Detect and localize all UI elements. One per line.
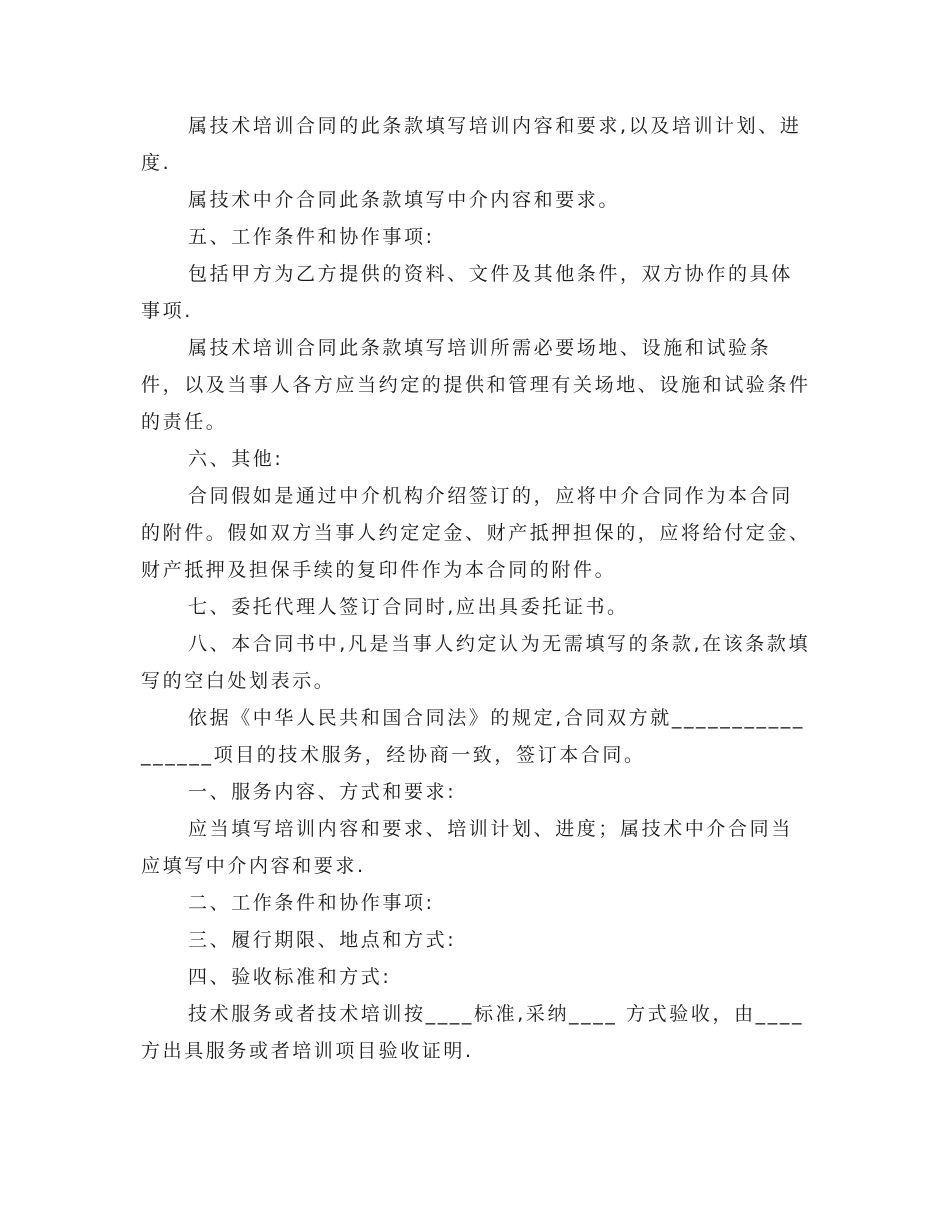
paragraph-agency-terms: 属技术中介合同此条款填写中介内容和要求。 <box>188 189 621 211</box>
heading-work-conditions: 五、工作条件和协作事项: <box>188 226 435 248</box>
paragraph-training-facilities: 属技术培训合同此条款填写培训所需必要场地、设施和试验条件，以及当事人各方应当约定的提供和管理有关场地、设施和试验条件的责任。 <box>141 337 811 433</box>
heading-other: 六、其他: <box>188 448 284 470</box>
paragraph-blank-clauses: 八、本合同书中,凡是当事人约定认为无需填写的条款,在该条款填写的空白处划表示。 <box>141 633 811 692</box>
paragraph-acceptance-method: 技术服务或者技术培训按____标准,采纳____ 方式验收，由____方出具服务或者培训项目验收证明. <box>141 1003 805 1062</box>
paragraph-materials-provided: 包括甲方为乙方提供的资料、文件及其他条件，双方协作的具体事项. <box>141 263 793 322</box>
paragraph-agent-certificate: 七、委托代理人签订合同时,应出具委托证书。 <box>188 596 629 618</box>
heading-service-content: 一、服务内容、方式和要求: <box>188 781 457 803</box>
heading-work-conditions-2: 二、工作条件和协作事项: <box>188 892 435 914</box>
document-body <box>141 108 811 1070</box>
heading-acceptance-standards: 四、验收标准和方式: <box>188 966 392 988</box>
paragraph-service-content: 应当填写培训内容和要求、培训计划、进度；属技术中介合同当应填写中介内容和要求. <box>141 818 793 877</box>
heading-performance-terms: 三、履行期限、地点和方式: <box>188 929 457 951</box>
paragraph-contract-basis: 依据《中华人民共和国合同法》的规定,合同双方就_________________项目的技术服务，经协商一致，签订本合同。 <box>141 707 805 766</box>
paragraph-attachments: 合同假如是通过中介机构介绍签订的，应将中介合同作为本合同的附件。假如双方当事人约定定金、财产抵押担保的，应将给付定金、财产抵押及担保手续的复印件作为本合同的附件。 <box>141 485 811 581</box>
paragraph-training-terms: 属技术培训合同的此条款填写培训内容和要求,以及培训计划、进度. <box>141 115 802 174</box>
